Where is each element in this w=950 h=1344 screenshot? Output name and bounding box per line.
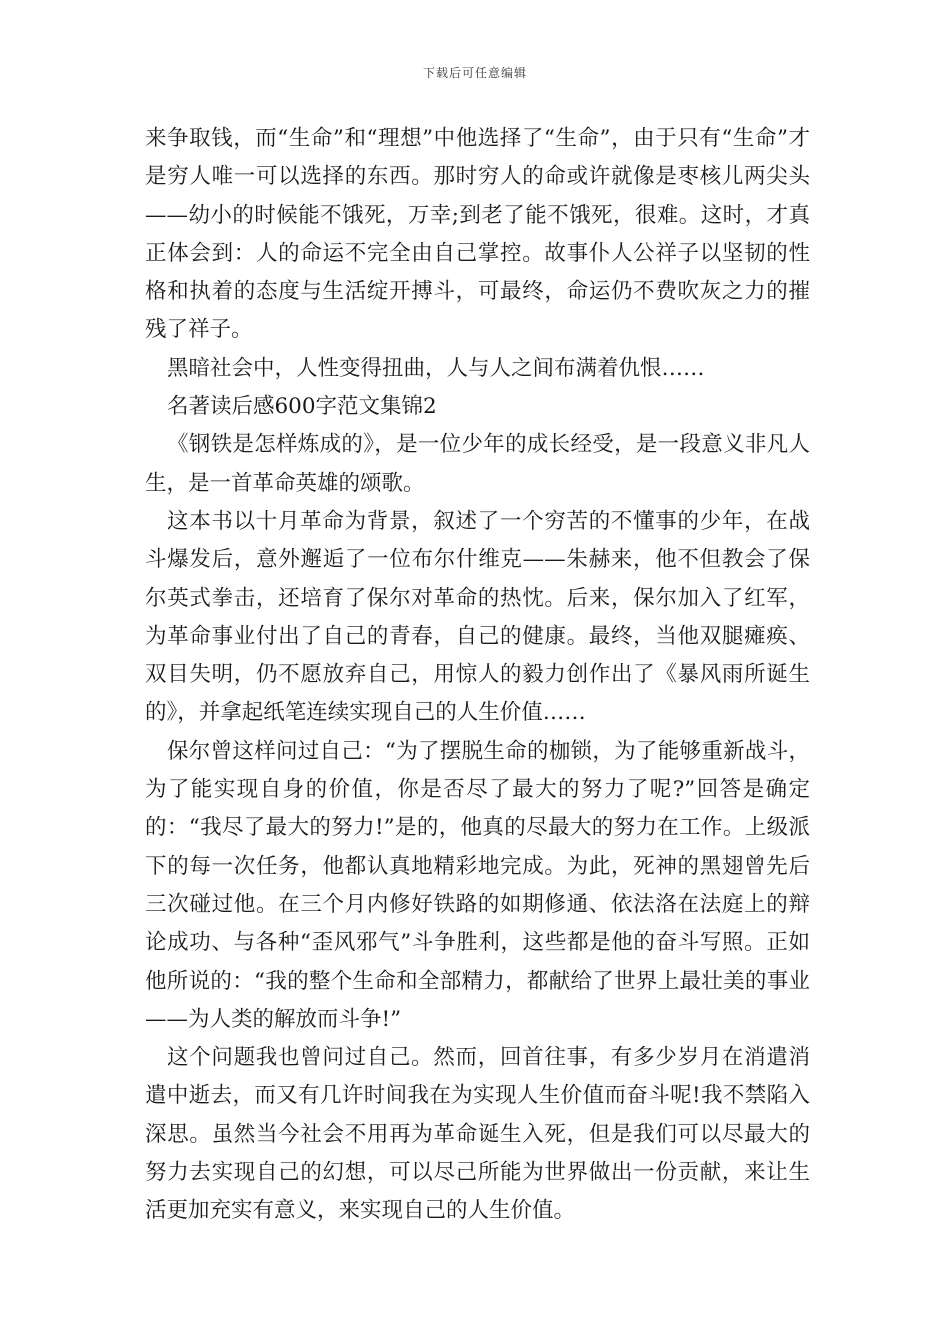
paragraph-continuation: 来争取钱，而“生命”和“理想”中他选择了“生命”，由于只有“生命”才是穷人唯一可以选择的东西。那时穷人的命或许就像是枣核儿两尖头——幼小的时候能不饿死，万幸;到老了能不饿死，很难。这时，才真正体会到：人的命运不完全由自己掌控。故事仆人公祥子以坚韧的性格和执着的态度与生活绽开搏斗，可最终，命运仍不费吹灰之力的摧残了祥子。 (145, 126, 810, 343)
document-body (145, 120, 810, 1231)
section-title: 名著读后感600字范文集锦2 (167, 394, 437, 420)
paragraph-book-intro: 《钢铁是怎样炼成的》，是一位少年的成长经受，是一段意义非凡人生，是一首革命英雄的颂歌。 (145, 432, 810, 496)
paragraph-paul-question: 保尔曾这样问过自己：“为了摆脱生命的枷锁，为了能够重新战斗，为了能实现自身的价值，你是否尽了最大的努力了呢?”回答是确定的：“我尽了最大的努力!”是的，他真的尽最大的努力在工作。上级派下的每一次任务，他都认真地精彩地完成。为此，死神的黑翅曾先后三次碰过他。在三个月内修好铁路的如期修通、依法洛在法庭上的辩论成功、与各种“歪风邪气”斗争胜利，这些都是他的奋斗写照。正如他所说的：“我的整个生命和全部精力，都献给了世界上最壮美的事业——为人类的解放而斗争!” (145, 738, 810, 1032)
paragraph-background: 这本书以十月革命为背景，叙述了一个穷苦的不懂事的少年，在战斗爆发后，意外邂逅了一位布尔什维克——朱赫来，他不但教会了保尔英式拳击，还培育了保尔对革命的热忱。后来，保尔加入了红军，为革命事业付出了自己的青春，自己的健康。最终，当他双腿瘫痪、双目失明，仍不愿放弃自己，用惊人的毅力创作出了《暴风雨所诞生的》，并拿起纸笔连续实现自己的人生价值…… (145, 508, 810, 726)
paragraph-dark-society: 黑暗社会中，人性变得扭曲，人与人之间布满着仇恨…… (167, 355, 705, 381)
paragraph-reflection: 这个问题我也曾问过自己。然而，回首往事，有多少岁月在消遣消遣中逝去，而又有几许时间我在为实现人生价值而奋斗呢!我不禁陷入深思。虽然当今社会不用再为革命诞生入死，但是我们可以尽最大的努力去实现自己的幻想，可以尽己所能为世界做出一份贡献，来让生活更加充实有意义，来实现自己的人生价值。 (145, 1045, 810, 1224)
page-header-note: 下载后可任意编辑 (422, 66, 527, 80)
